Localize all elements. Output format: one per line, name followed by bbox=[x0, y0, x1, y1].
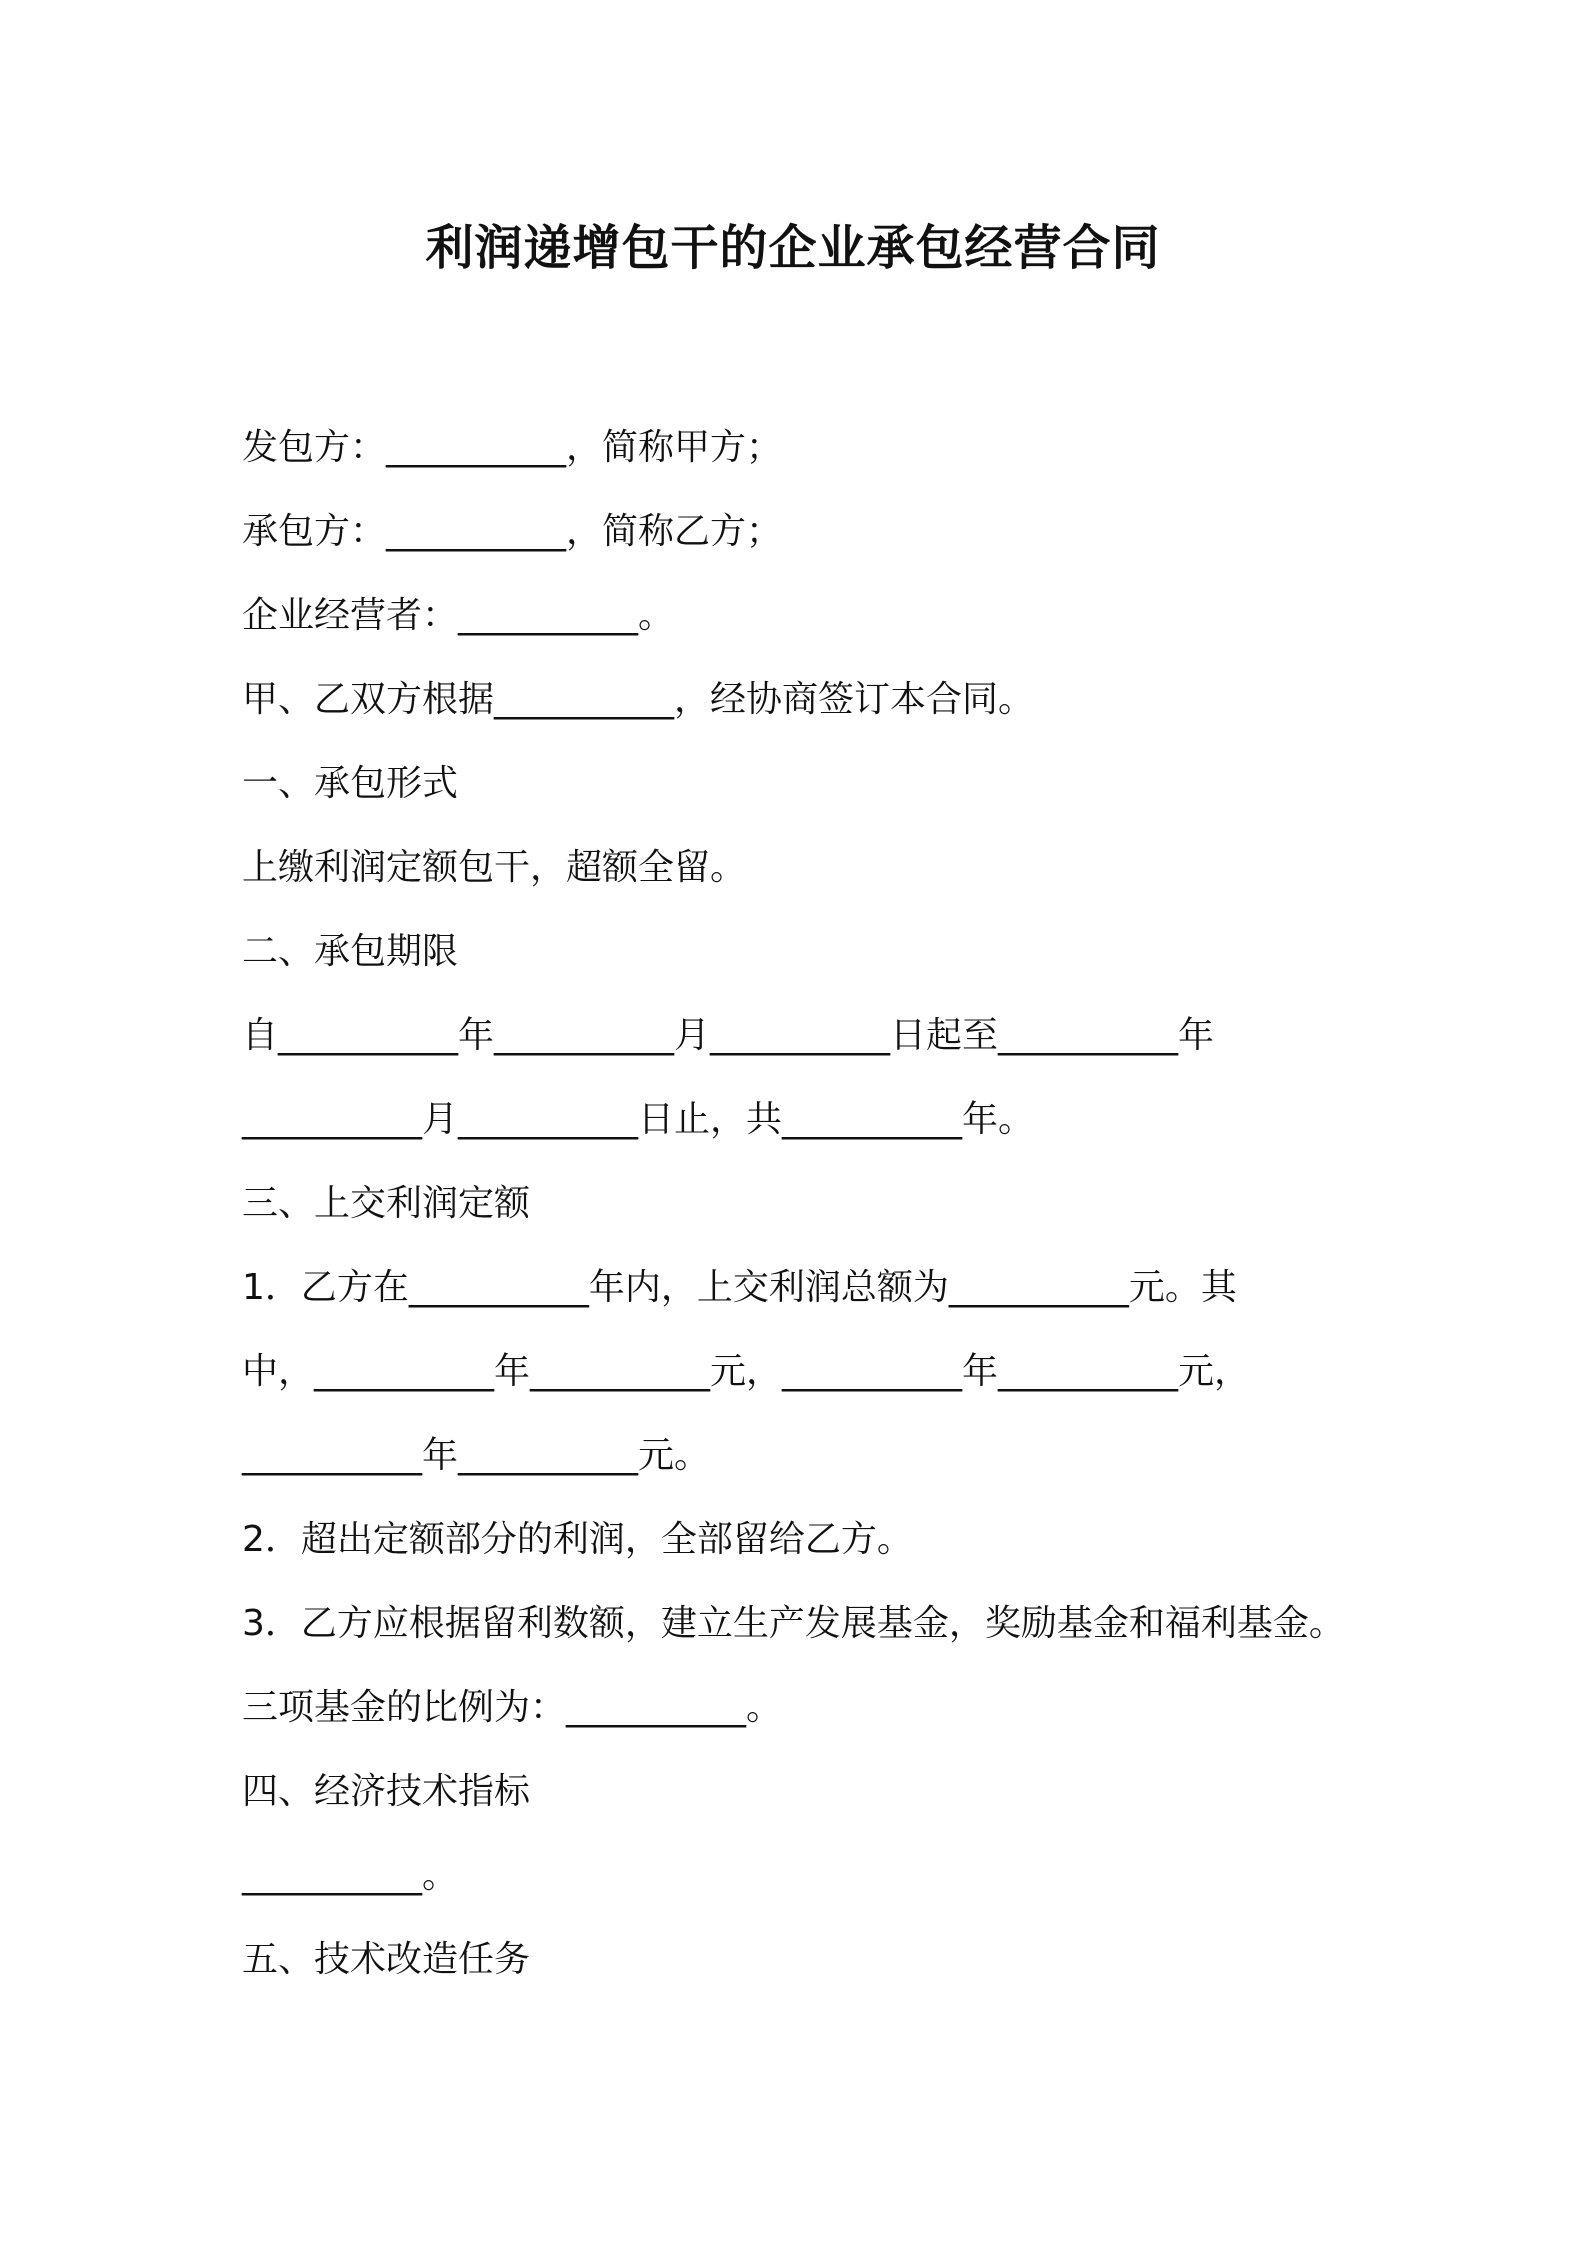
basis-line: 甲、乙双方根据__________，经协商签订本合同。 bbox=[242, 679, 1035, 720]
term-line-2: __________月__________日止，共__________年。 bbox=[242, 1099, 1035, 1140]
operator-line: 企业经营者：__________。 bbox=[242, 595, 675, 636]
term-line-1: 自__________年__________月__________日起至__________年 bbox=[242, 1015, 1215, 1056]
clause-3-1-line-3: __________年__________元。 bbox=[242, 1435, 711, 1476]
clause-3-2: 2．超出定额部分的利润，全部留给乙方。 bbox=[242, 1519, 913, 1560]
document-title: 利润递增包干的企业承包经营合同 bbox=[425, 220, 1161, 276]
section-1-text: 上缴利润定额包干，超额全留。 bbox=[242, 847, 747, 888]
section-3-heading: 三、上交利润定额 bbox=[242, 1183, 531, 1224]
party-a-line: 发包方：__________，简称甲方； bbox=[242, 427, 783, 468]
section-4-heading: 四、经济技术指标 bbox=[242, 1771, 531, 1812]
section-2-heading: 二、承包期限 bbox=[242, 931, 459, 972]
clause-3-3-line-2: 三项基金的比例为：__________。 bbox=[242, 1687, 783, 1728]
section-1-heading: 一、承包形式 bbox=[242, 763, 459, 804]
section-5-heading: 五、技术改造任务 bbox=[242, 1939, 531, 1980]
clause-3-1-line-1: 1．乙方在__________年内，上交利润总额为__________元。其 bbox=[242, 1267, 1237, 1308]
clause-3-3-line-1: 3．乙方应根据留利数额，建立生产发展基金，奖励基金和福利基金。 bbox=[242, 1603, 1345, 1644]
section-4-text: __________。 bbox=[242, 1855, 459, 1896]
clause-3-1-line-2: 中，__________年__________元，__________年__________元， bbox=[242, 1351, 1250, 1392]
party-b-line: 承包方：__________，简称乙方； bbox=[242, 511, 783, 552]
document-body bbox=[242, 406, 1402, 2002]
